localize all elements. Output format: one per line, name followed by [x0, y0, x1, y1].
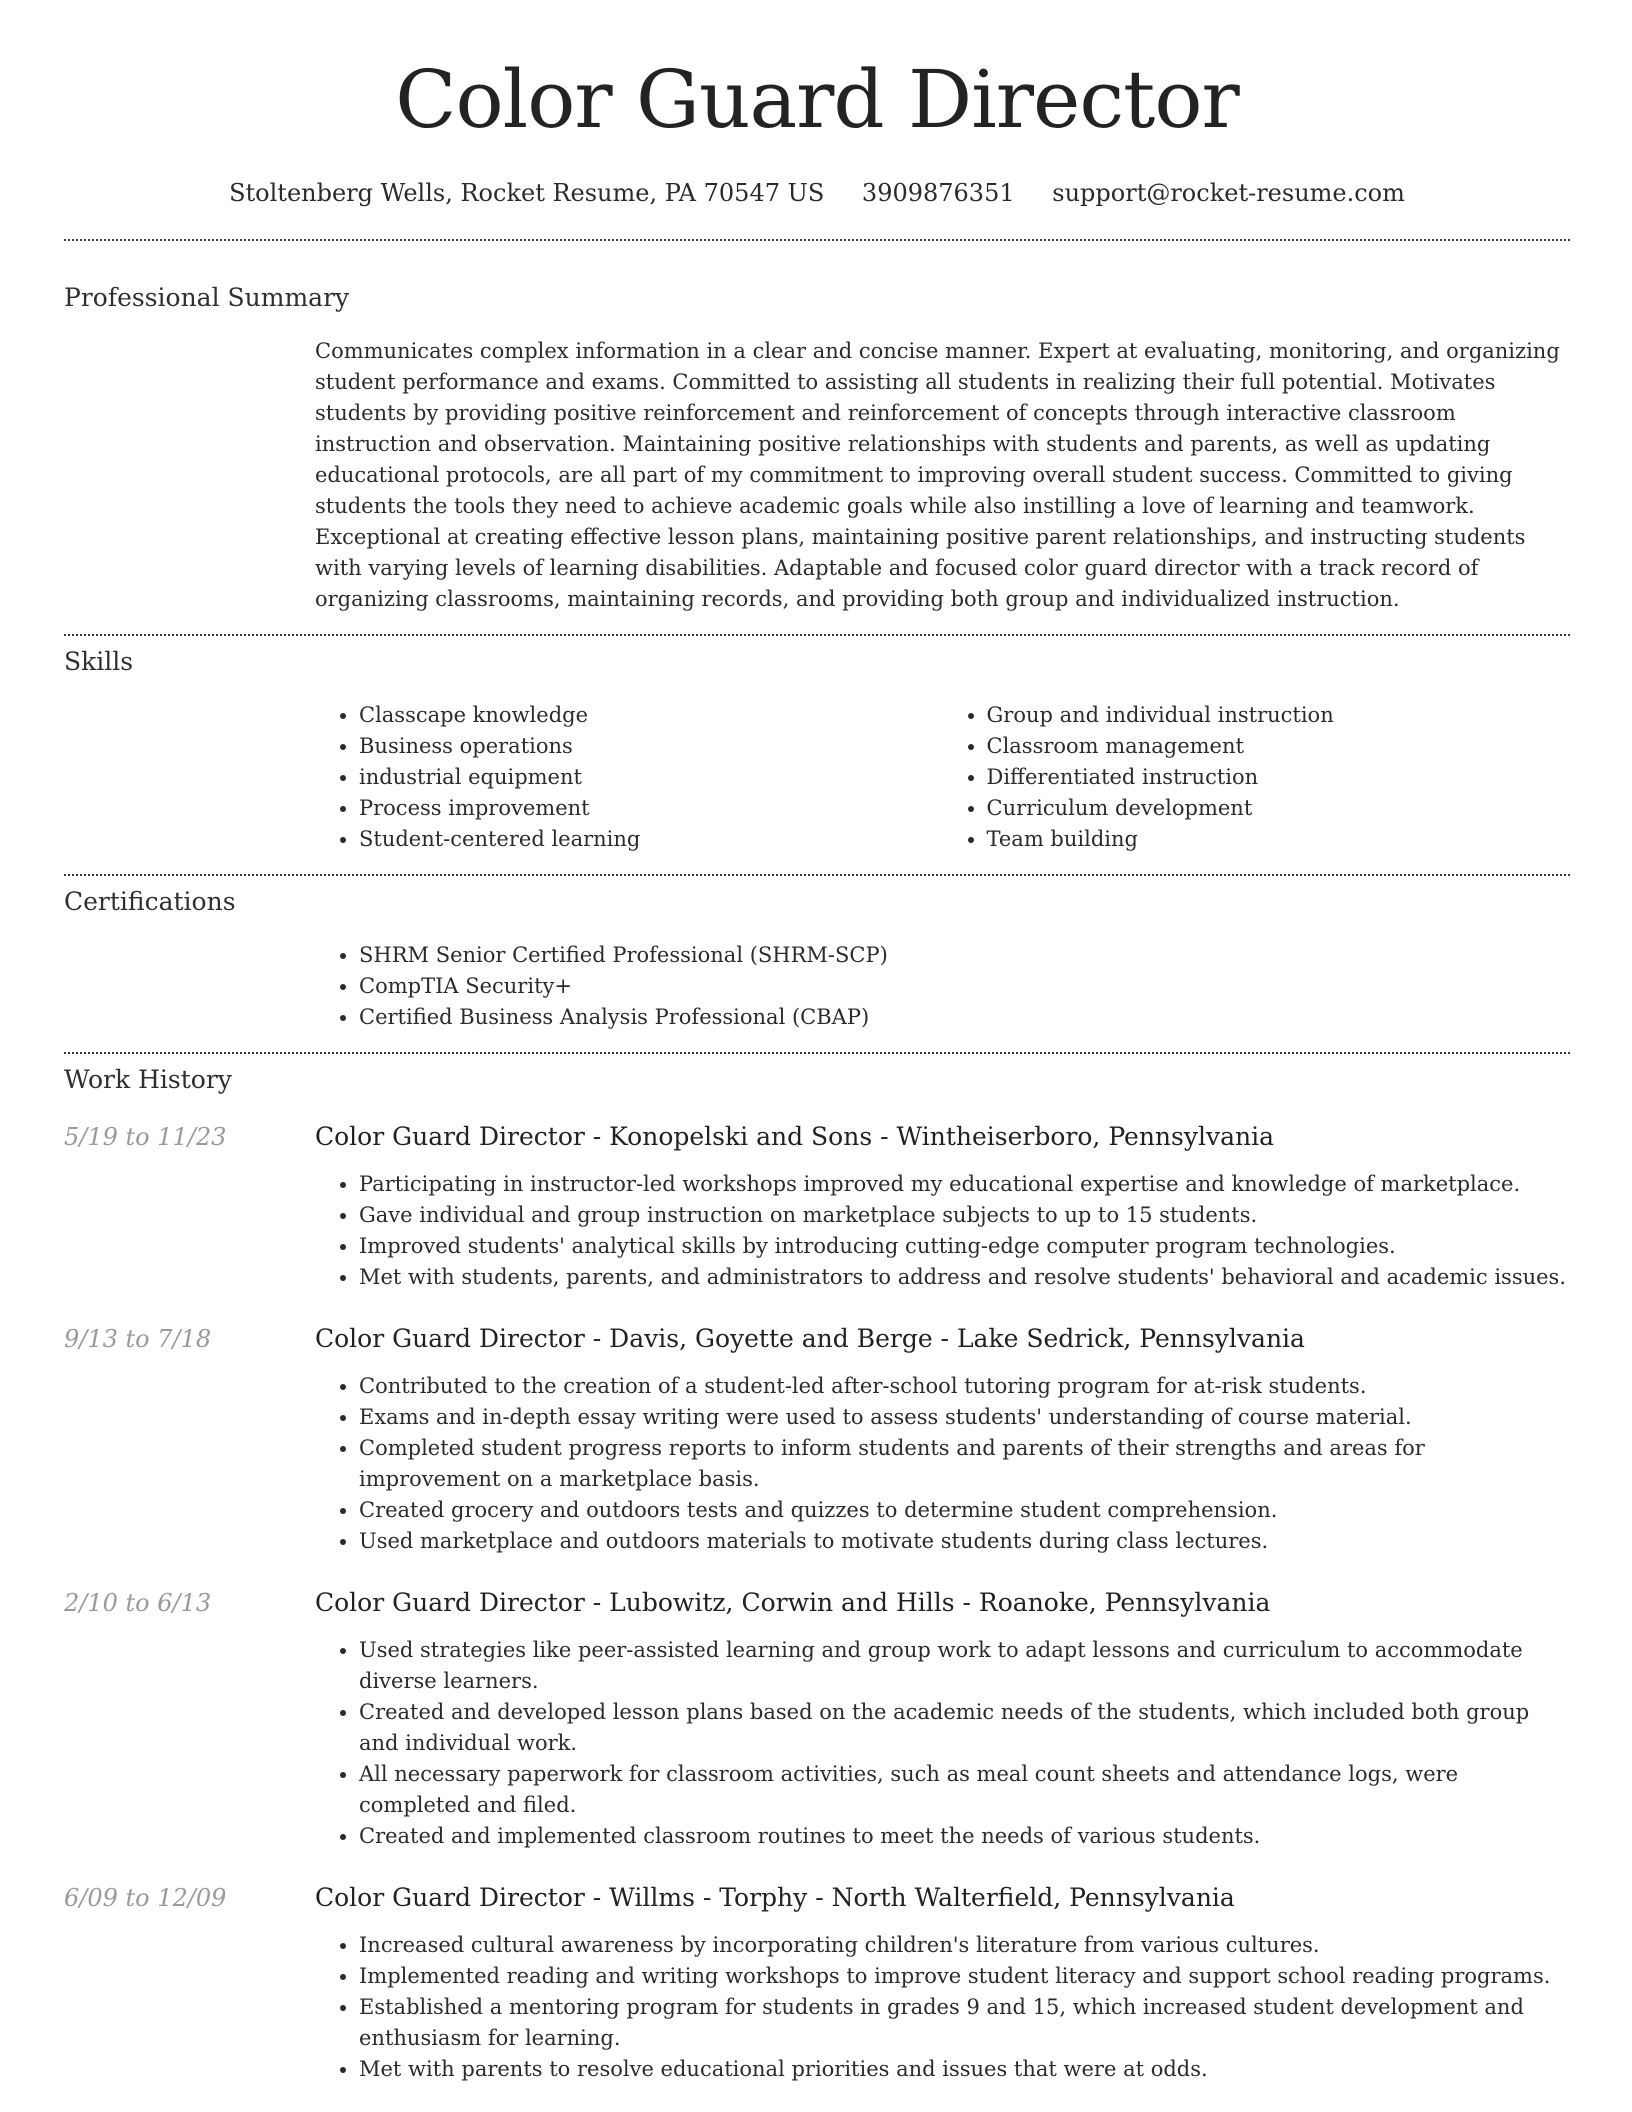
divider [64, 1052, 1570, 1054]
list-item: • Created and implemented classroom routines to meet the needs of various students. [359, 1821, 1570, 1852]
list-item: • Met with parents to resolve educational priorities and issues that were at odds. [359, 2054, 1570, 2085]
divider [64, 634, 1570, 636]
skills-heading: Skills [64, 647, 134, 676]
job-date: 5/19 to 11/23 [64, 1123, 227, 1151]
list-item: • Exams and in-depth essay writing were used to assess students' understanding of course material. [359, 1402, 1570, 1433]
job-title: Color Guard Director - Davis, Goyette and Berge - Lake Sedrick, Pennsylvania [315, 1324, 1305, 1353]
certifications-body [315, 940, 1570, 1033]
summary-text: Communicates complex information in a clear and concise manner. Expert at evaluating, monitoring, and organizing student performance and exams. Committed to assisting all students in realizing their full potential. Motivates students by providing positive reinforcement and reinforcement of concepts through interactive classroom instruction and observation. Maintaining positive relationships with students and parents, as well as updating educational protocols, are all part of my commitment to improving overall student success. Committed to giving students the tools they need to achieve academic goals while also instilling a love of learning and teamwork. Exceptional at creating effective lesson plans, maintaining positive parent relationships, and instructing students with varying levels of learning disabilities. Adaptable and focused color guard director with a track record of organizing classrooms, maintaining records, and providing both group and individualized instruction. [315, 339, 1560, 611]
divider [64, 239, 1570, 241]
list-item: • Business operations [359, 731, 943, 762]
list-item: • Differentiated instruction [987, 762, 1571, 793]
list-item: • Increased cultural awareness by incorporating children's literature from various cultures. [359, 1930, 1570, 1961]
list-item: • Team building [987, 824, 1571, 855]
work-section [64, 1064, 1570, 2085]
skills-list-left [315, 700, 943, 855]
list-item: • Classroom management [987, 731, 1571, 762]
list-item: • Certified Business Analysis Professional (CBAP) [359, 1002, 1570, 1033]
list-item: • Gave individual and group instruction on marketplace subjects to up to 15 students. [359, 1200, 1570, 1231]
list-item: • industrial equipment [359, 762, 943, 793]
job-entry [64, 1587, 1570, 1852]
summary-section [64, 282, 1570, 615]
list-item: • Used marketplace and outdoors materials to motivate students during class lectures. [359, 1526, 1570, 1557]
job-date: 9/13 to 7/18 [64, 1325, 212, 1353]
list-item: • Completed student progress reports to inform students and parents of their strengths and areas for improvement on a marketplace basis. [359, 1433, 1570, 1495]
job-title: Color Guard Director - Lubowitz, Corwin and Hills - Roanoke, Pennsylvania [315, 1588, 1271, 1617]
list-item: • Group and individual instruction [987, 700, 1571, 731]
certifications-heading: Certifications [64, 887, 236, 916]
summary-heading: Professional Summary [64, 283, 350, 312]
contact-line [64, 178, 1570, 208]
list-item: • Student-centered learning [359, 824, 943, 855]
contact-email: support@rocket-resume.com [1052, 179, 1405, 207]
job-title: Color Guard Director - Konopelski and Sons - Wintheiserboro, Pennsylvania [315, 1122, 1274, 1151]
job-bullets [315, 1635, 1570, 1852]
list-item: • Improved students' analytical skills by introducing cutting-edge computer program technologies. [359, 1231, 1570, 1262]
list-item: • All necessary paperwork for classroom activities, such as meal count sheets and attendance logs, were completed and filed. [359, 1759, 1570, 1821]
resume-page [64, 0, 1570, 2085]
resume-name: Color Guard Director [395, 53, 1239, 146]
certifications-list [315, 940, 1570, 1033]
skills-body [315, 700, 1570, 855]
job-bullet-list [315, 1169, 1570, 1293]
job-entry [64, 1121, 1570, 1293]
job-entry [64, 1323, 1570, 1557]
list-item: • Classcape knowledge [359, 700, 943, 731]
certifications-section [64, 886, 1570, 1033]
list-item: • Participating in instructor-led workshops improved my educational expertise and knowledge of marketplace. [359, 1169, 1570, 1200]
job-bullets [315, 1930, 1570, 2085]
list-item: • Contributed to the creation of a student-led after-school tutoring program for at-risk students. [359, 1371, 1570, 1402]
job-bullets [315, 1371, 1570, 1557]
job-date: 6/09 to 12/09 [64, 1884, 227, 1912]
contact-address: Stoltenberg Wells, Rocket Resume, PA 70547 US [229, 179, 825, 207]
job-title: Color Guard Director - Willms - Torphy - North Walterfield, Pennsylvania [315, 1883, 1235, 1912]
list-item: • Established a mentoring program for students in grades 9 and 15, which increased student development and enthusiasm for learning. [359, 1992, 1570, 2054]
skills-list-right [943, 700, 1571, 855]
list-item: • Created grocery and outdoors tests and quizzes to determine student comprehension. [359, 1495, 1570, 1526]
list-item: • Implemented reading and writing workshops to improve student literacy and support school reading programs. [359, 1961, 1570, 1992]
job-date: 2/10 to 6/13 [64, 1589, 212, 1617]
job-bullet-list [315, 1635, 1570, 1852]
skills-section [64, 646, 1570, 855]
list-item: • Used strategies like peer-assisted learning and group work to adapt lessons and curriculum to accommodate diverse learners. [359, 1635, 1570, 1697]
list-item: • Curriculum development [987, 793, 1571, 824]
summary-body [315, 336, 1570, 615]
job-bullet-list [315, 1930, 1570, 2085]
list-item: • Created and developed lesson plans based on the academic needs of the students, which included both group and individual work. [359, 1697, 1570, 1759]
job-entry [64, 1882, 1570, 2085]
list-item: • Met with students, parents, and administrators to address and resolve students' behavioral and academic issues. [359, 1262, 1570, 1293]
list-item: • CompTIA Security+ [359, 971, 1570, 1002]
list-item: • Process improvement [359, 793, 943, 824]
work-heading: Work History [64, 1065, 232, 1094]
list-item: • SHRM Senior Certified Professional (SHRM-SCP) [359, 940, 1570, 971]
job-bullet-list [315, 1371, 1570, 1557]
contact-phone: 3909876351 [861, 179, 1015, 207]
job-bullets [315, 1169, 1570, 1293]
divider [64, 874, 1570, 876]
